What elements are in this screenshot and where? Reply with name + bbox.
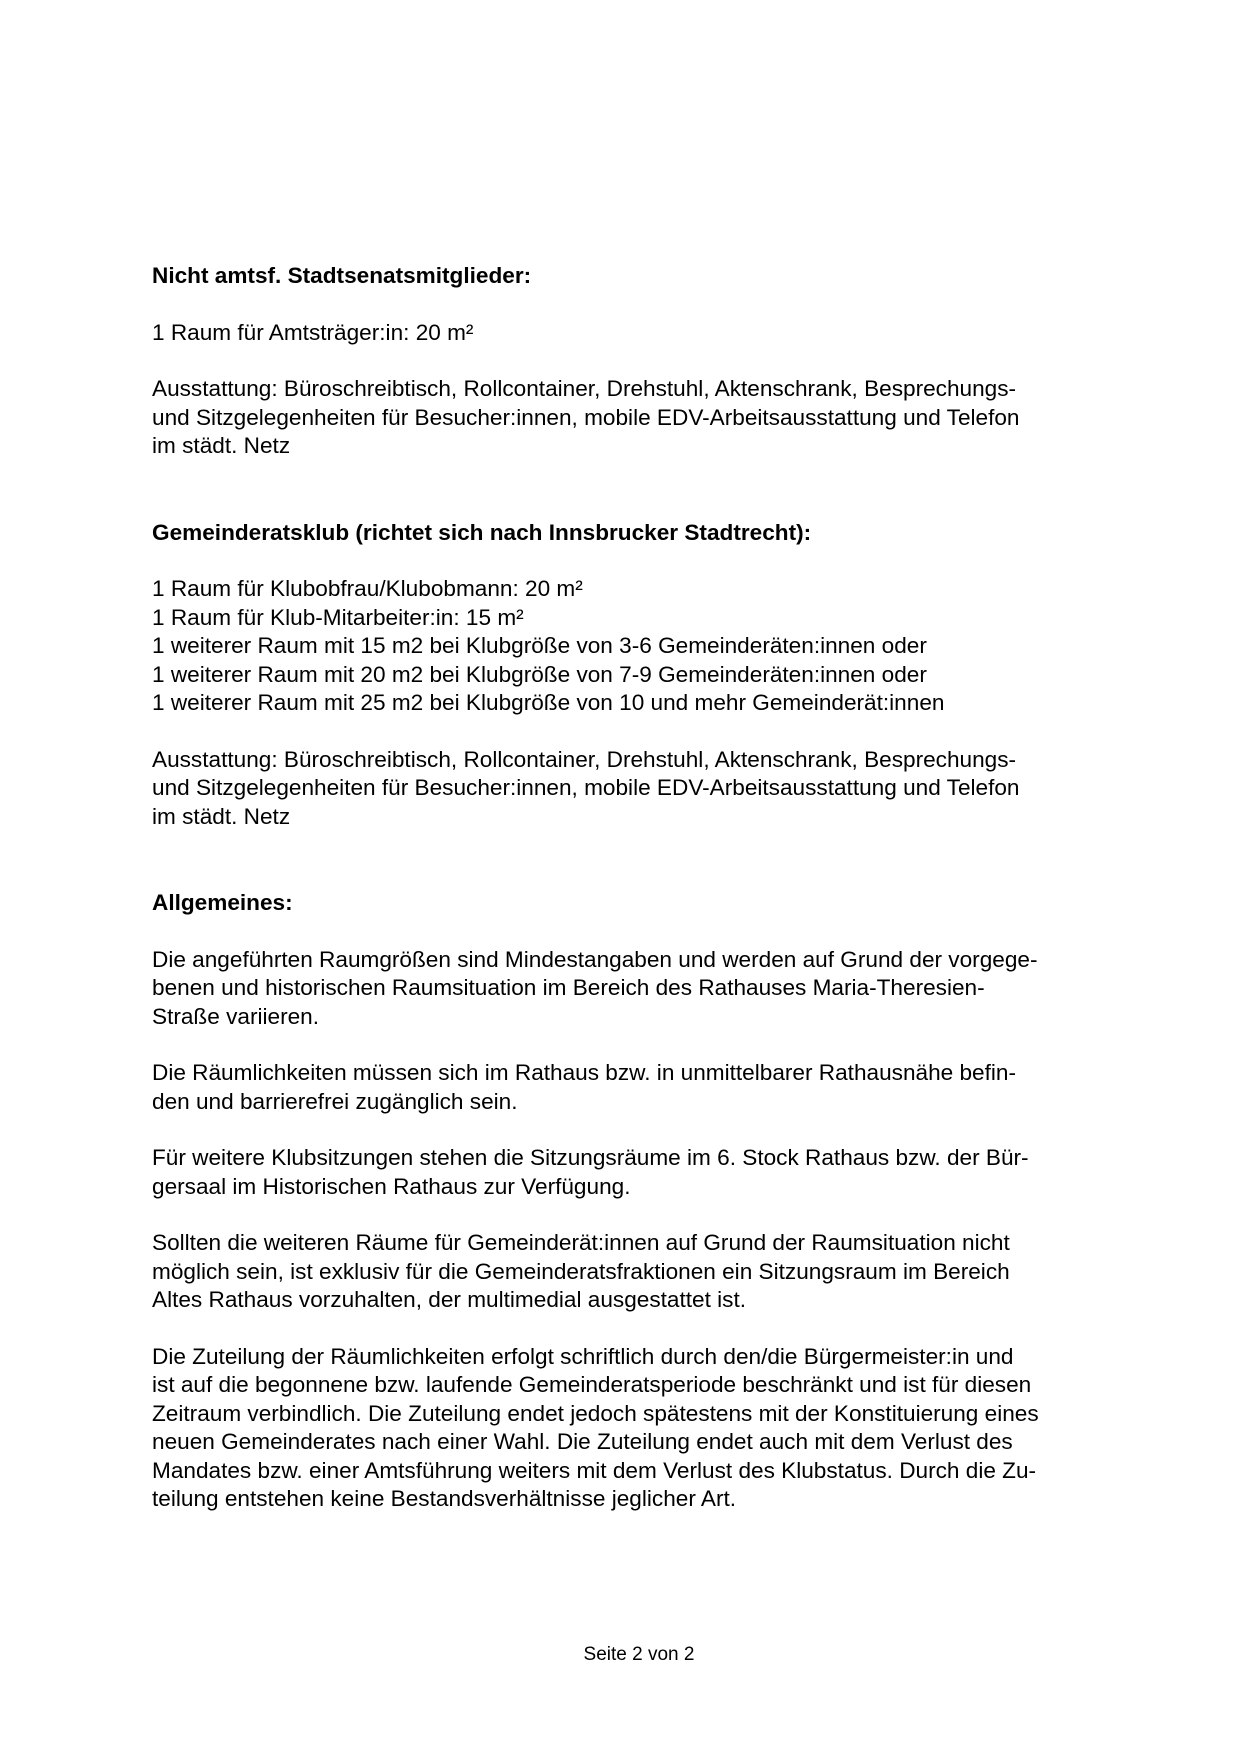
- paragraph-line: Für weitere Klubsitzungen stehen die Sitzungsräume im 6. Stock Rathaus bzw. der Bür-: [152, 1145, 1029, 1170]
- paragraph-line: teilung entstehen keine Bestandsverhältnisse jeglicher Art.: [152, 1486, 737, 1511]
- paragraph-line: Sollten die weiteren Räume für Gemeinderät:innen auf Grund der Raumsituation nicht: [152, 1230, 1010, 1255]
- equipment-line: Ausstattung: Büroschreibtisch, Rollcontainer, Drehstuhl, Aktenschrank, Besprechungs-: [152, 746, 1017, 772]
- section-heading-stadtsenat: Nicht amtsf. Stadtsenatsmitglieder:: [152, 263, 532, 288]
- room-spec-line: 1 weiterer Raum mit 15 m2 bei Klubgröße von 3-6 Gemeinderäten:innen oder: [152, 633, 927, 658]
- page-number-footer: Seite 2 von 2: [583, 1644, 695, 1665]
- general-paragraph: [152, 1059, 1132, 1116]
- paragraph-line: benen und historischen Raumsituation im Bereich des Rathauses Maria-Theresien-: [152, 975, 985, 1000]
- general-paragraph: [152, 1144, 1132, 1201]
- paragraph-line: neuen Gemeinderates nach einer Wahl. Die Zuteilung endet auch mit dem Verlust des: [152, 1429, 1013, 1454]
- room-spec-line: 1 weiterer Raum mit 20 m2 bei Klubgröße von 7-9 Gemeinderäten:innen oder: [152, 661, 927, 687]
- room-spec-line: 1 Raum für Klubobfrau/Klubobmann: 20 m²: [152, 576, 583, 601]
- paragraph-line: Die Zuteilung der Räumlichkeiten erfolgt schriftlich durch den/die Bürgermeister:in und: [152, 1343, 1014, 1369]
- equipment-line: und Sitzgelegenheiten für Besucher:innen, mobile EDV-Arbeitsausstattung und Telefon: [152, 404, 1020, 430]
- room-spec-line: 1 Raum für Amtsträger:in: 20 m²: [152, 319, 474, 345]
- paragraph-line: Die Räumlichkeiten müssen sich im Rathaus bzw. in unmittelbarer Rathausnähe befin-: [152, 1060, 1017, 1085]
- equipment-line: im städt. Netz: [152, 433, 291, 458]
- equipment-line: und Sitzgelegenheiten für Besucher:innen, mobile EDV-Arbeitsausstattung und Telefon: [152, 775, 1020, 800]
- paragraph-line: Straße variieren.: [152, 1003, 320, 1029]
- section-heading-allgemeines: Allgemeines:: [152, 890, 293, 915]
- paragraph-line: Altes Rathaus vorzuhalten, der multimedial ausgestattet ist.: [152, 1287, 747, 1312]
- paragraph-line: Zeitraum verbindlich. Die Zuteilung endet jedoch spätestens mit der Konstituierung eines: [152, 1400, 1039, 1426]
- room-spec-line: 1 Raum für Klub-Mitarbeiter:in: 15 m²: [152, 604, 524, 630]
- equipment-paragraph: [152, 746, 1132, 832]
- equipment-line: im städt. Netz: [152, 803, 291, 829]
- general-paragraph: [152, 1229, 1132, 1315]
- paragraph-line: möglich sein, ist exklusiv für die Gemeinderatsfraktionen ein Sitzungsraum im Bereich: [152, 1258, 1010, 1284]
- paragraph-line: Mandates bzw. einer Amtsführung weiters mit dem Verlust des Klubstatus. Durch die Zu-: [152, 1457, 1037, 1483]
- room-spec-line: 1 weiterer Raum mit 25 m2 bei Klubgröße von 10 und mehr Gemeinderät:innen: [152, 690, 945, 715]
- paragraph-line: ist auf die begonnene bzw. laufende Gemeinderatsperiode beschränkt und ist für diesen: [152, 1372, 1032, 1397]
- room-spec-list: [152, 575, 1132, 718]
- document-body: [152, 262, 1132, 1514]
- general-paragraph: [152, 946, 1132, 1032]
- equipment-paragraph: [152, 375, 1132, 461]
- paragraph-line: gersaal im Historischen Rathaus zur Verfügung.: [152, 1173, 631, 1199]
- paragraph-line: Die angeführten Raumgrößen sind Mindestangaben und werden auf Grund der vorgege-: [152, 946, 1038, 972]
- room-spec-list: [152, 319, 1132, 348]
- section-heading-gemeinderatsklub: Gemeinderatsklub (richtet sich nach Innsbrucker Stadtrecht):: [152, 519, 812, 545]
- paragraph-line: den und barrierefrei zugänglich sein.: [152, 1088, 518, 1114]
- general-paragraph: [152, 1343, 1132, 1514]
- equipment-line: Ausstattung: Büroschreibtisch, Rollcontainer, Drehstuhl, Aktenschrank, Besprechungs-: [152, 376, 1017, 401]
